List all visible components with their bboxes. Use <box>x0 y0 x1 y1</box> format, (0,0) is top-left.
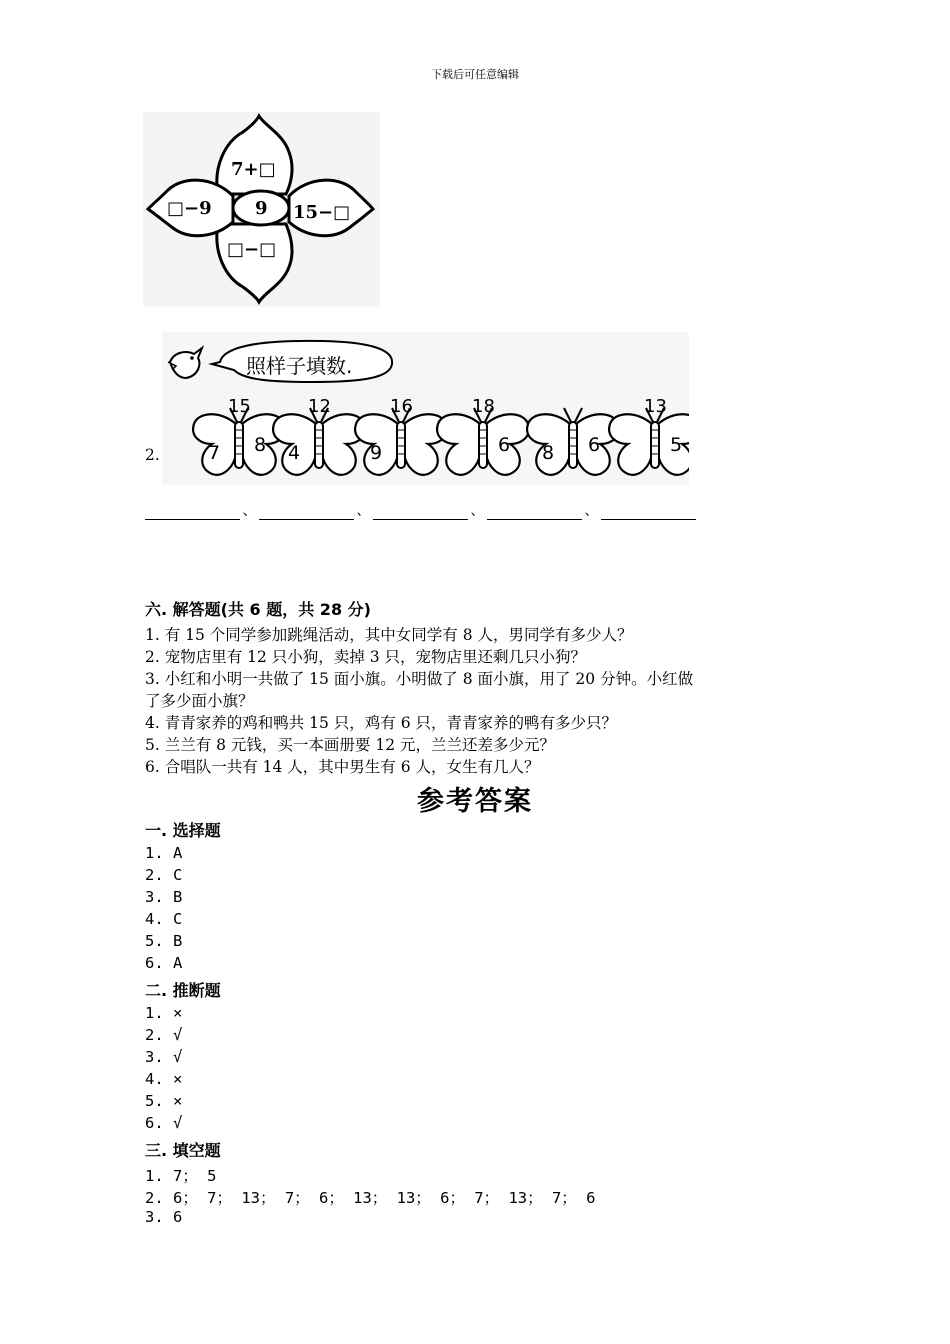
question-5: 5. 兰兰有 8 元钱，买一本画册要 12 元，兰兰还差多少元？ <box>145 736 556 754</box>
answer-item: 3. 6 <box>145 1208 183 1226</box>
answer-blank[interactable] <box>487 505 582 520</box>
butterfly-top-number: 13 <box>644 396 667 417</box>
question-3: 3. 小红和小明一共做了 15 面小旗。小明做了 8 面小旗，用了 20 分钟。小红做 <box>145 670 694 688</box>
answer-item: 6. A <box>145 954 183 972</box>
answer-blank[interactable] <box>145 505 240 520</box>
question-2: 2. 宠物店里有 12 只小狗，卖掉 3 只，宠物店里还剩几只小狗？ <box>145 648 587 666</box>
butterfly-right-number: 5 <box>670 434 683 456</box>
flower-left-expr: □−9 <box>167 198 212 219</box>
question-1: 1. 有 15 个同学参加跳绳活动，其中女同学有 8 人，男同学有多少人？ <box>145 626 633 644</box>
answer-item: 4. C <box>145 910 183 928</box>
problem-number: 2. <box>145 446 160 464</box>
answers-title: 参考答案 <box>417 786 533 817</box>
answer-item: 2. 6； 7； 13； 7； 6； 13； 13； 6； 7； 13； 7； 6 <box>145 1189 596 1207</box>
answer-item: 3. B <box>145 888 183 906</box>
answer-item: 4. × <box>145 1070 183 1088</box>
butterfly-figure <box>162 332 689 485</box>
butterfly-left-number: 9 <box>370 442 383 464</box>
flower-top-expr: 7+□ <box>231 159 276 180</box>
separator: 、 <box>242 503 257 519</box>
answer-blank[interactable] <box>373 505 468 520</box>
page-header: 下载后可任意编辑 <box>431 68 519 81</box>
butterfly-top-number: 18 <box>472 396 495 417</box>
answer-section-title: 一. 选择题 <box>145 821 221 840</box>
answer-blanks-row <box>145 500 696 520</box>
butterfly-top-number: 16 <box>390 396 413 417</box>
butterfly-right-number: 8 <box>254 434 267 456</box>
flower-center-number: 9 <box>255 198 268 219</box>
answer-section-title: 三. 填空题 <box>145 1141 221 1160</box>
butterfly-left-number: 8 <box>542 442 555 464</box>
answer-blank[interactable] <box>259 505 354 520</box>
answer-blank[interactable] <box>601 505 696 520</box>
section-title-6: 六. 解答题(共 6 题，共 28 分) <box>145 600 371 619</box>
separator: 、 <box>470 503 485 519</box>
butterfly-right-number: 6 <box>588 434 601 456</box>
answer-item: 5. B <box>145 932 183 950</box>
question-3-cont: 了多少面小旗？ <box>145 692 254 710</box>
answer-item: 1. A <box>145 844 183 862</box>
question-6: 6. 合唱队一共有 14 人，其中男生有 6 人，女生有几人？ <box>145 758 540 776</box>
answer-item: 3. √ <box>145 1048 183 1066</box>
answer-item: 1. × <box>145 1004 183 1022</box>
butterfly-left-number: 4 <box>288 442 301 464</box>
answer-item: 5. × <box>145 1092 183 1110</box>
butterfly-right-number: 6 <box>498 434 511 456</box>
flower-right-expr: 15−□ <box>293 202 351 223</box>
flower-figure <box>143 112 380 307</box>
butterfly-top-number: 12 <box>308 396 331 417</box>
separator: 、 <box>584 503 599 519</box>
butterfly-top-number: 15 <box>228 396 251 417</box>
answer-item: 2. C <box>145 866 183 884</box>
question-4: 4. 青青家养的鸡和鸭共 15 只，鸡有 6 只，青青家养的鸭有多少只？ <box>145 714 618 732</box>
speech-bubble-text: 照样子填数. <box>246 354 353 378</box>
separator: 、 <box>356 503 371 519</box>
answer-item: 6. √ <box>145 1114 183 1132</box>
flower-bottom-expr: □−□ <box>227 239 277 260</box>
answer-item: 2. √ <box>145 1026 183 1044</box>
answer-item: 1. 7； 5 <box>145 1167 217 1185</box>
butterfly-left-number: 7 <box>208 442 221 464</box>
answer-section-title: 二. 推断题 <box>145 981 221 1000</box>
